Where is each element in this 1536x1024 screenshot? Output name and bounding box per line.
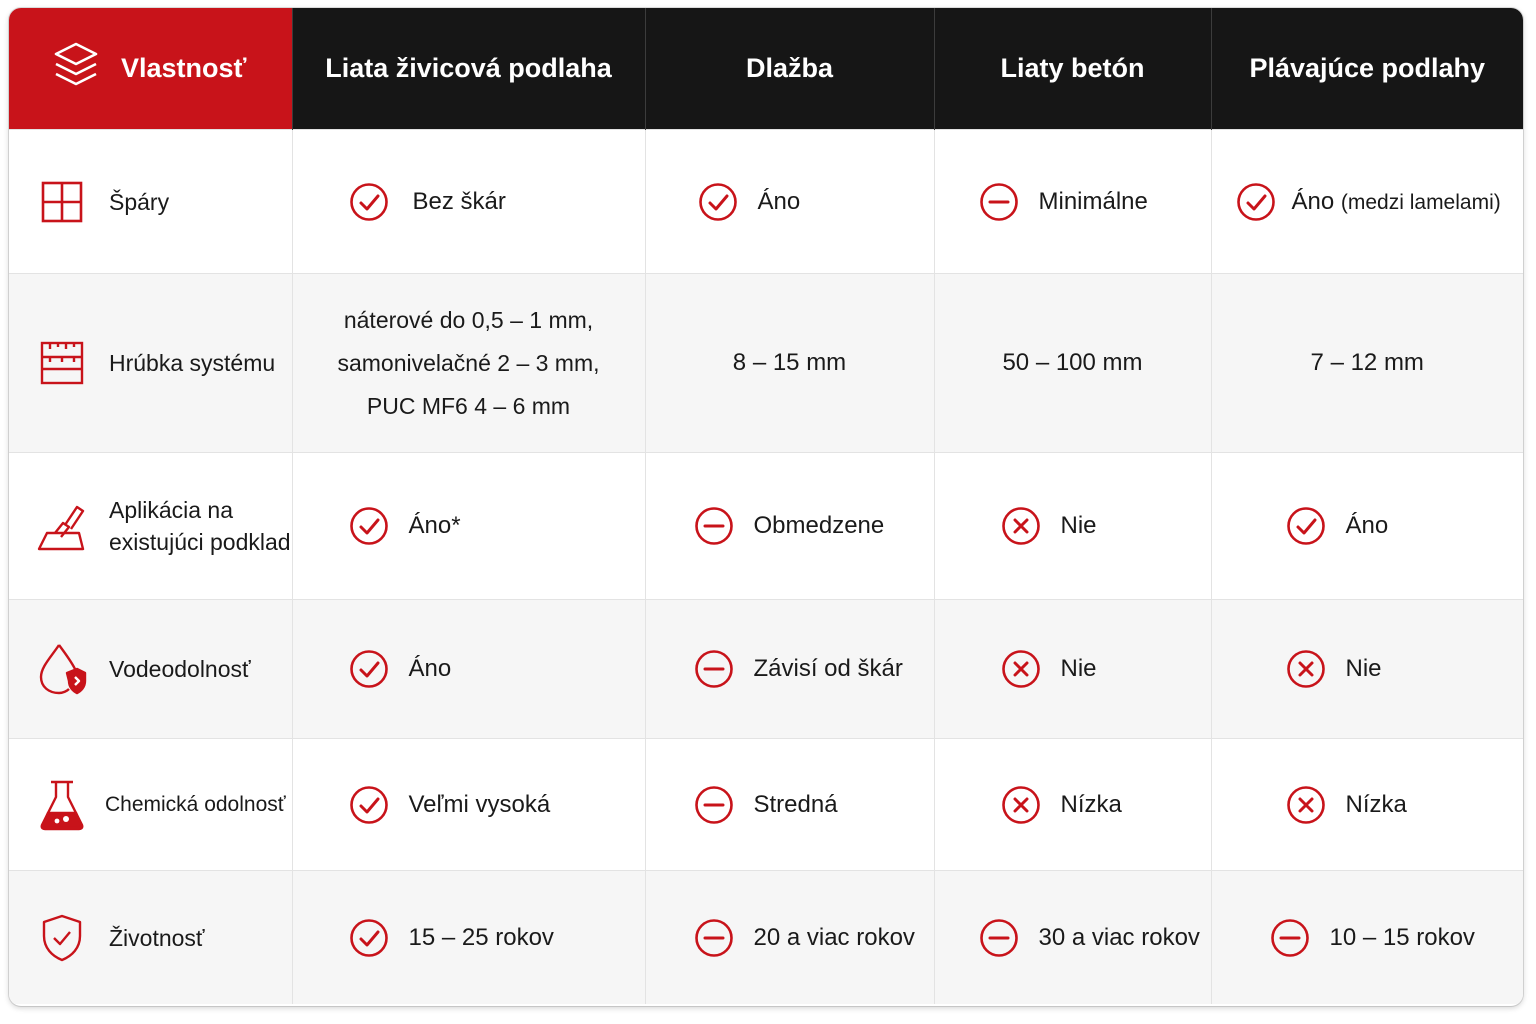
table-row: [9, 739, 1523, 871]
cell-value: Áno: [1291, 187, 1335, 215]
check-icon: [349, 785, 389, 825]
minus-icon: [694, 506, 734, 546]
check-icon: [1286, 506, 1326, 546]
cell-value: Nízka: [1060, 790, 1122, 818]
trowel-icon: [37, 501, 87, 551]
table-row: [9, 871, 1523, 1005]
table-row: [9, 274, 1523, 453]
cross-icon: [1001, 506, 1041, 546]
check-icon: [349, 506, 389, 546]
cell-value: 15 – 25 rokov: [408, 923, 554, 951]
minus-icon: [694, 649, 734, 689]
cross-icon: [1286, 785, 1326, 825]
cell-value: Veľmi vysoká: [408, 790, 551, 818]
water-drop-shield-icon: [37, 644, 87, 694]
layers-icon: [51, 40, 101, 97]
cell-value: 10 – 15 rokov: [1329, 923, 1475, 951]
cell-value: 7 – 12 mm: [1310, 349, 1424, 376]
check-icon: [349, 918, 389, 958]
row-label: Aplikácia na existujúci podklad: [109, 497, 291, 555]
cell-value: Nie: [1345, 655, 1382, 682]
cross-icon: [1286, 649, 1326, 689]
minus-icon: [979, 918, 1019, 958]
cell-value: Stredná: [753, 790, 838, 818]
row-label: Životnosť: [109, 924, 205, 951]
cell-value: Minimálne: [1038, 187, 1148, 215]
header-row: [9, 8, 1523, 130]
header-col-floating: Plávajúce podlahy: [1211, 8, 1523, 130]
cell-value: Nízka: [1345, 790, 1407, 818]
cell-value: Nie: [1060, 655, 1097, 682]
grid-icon: [37, 177, 87, 227]
cell-value: 20 a viac rokov: [753, 923, 915, 951]
comparison-table-card: [9, 8, 1523, 1006]
cell-value: 8 – 15 mm: [732, 349, 847, 376]
cell-value: Nie: [1060, 512, 1097, 539]
minus-icon: [979, 182, 1019, 222]
check-icon: [698, 182, 738, 222]
cell-value: 30 a viac rokov: [1038, 923, 1200, 951]
cell-value: Závisí od škár: [753, 655, 903, 682]
check-icon: [349, 182, 389, 222]
row-label: Hrúbka systému: [109, 350, 276, 376]
comparison-table: [9, 8, 1523, 1004]
table-row: [9, 130, 1523, 274]
row-label: Vodeodolnosť: [109, 656, 251, 682]
header-col-resin: Liata živicová podlaha: [292, 8, 645, 130]
header-property-label: Vlastnosť: [121, 53, 247, 83]
ruler-layers-icon: [37, 338, 87, 388]
cell-note: (medzi lamelami): [1340, 190, 1501, 214]
cross-icon: [1001, 785, 1041, 825]
table-row: [9, 453, 1523, 600]
row-label: Chemická odolnosť: [105, 792, 286, 816]
cell-value: Áno*: [408, 512, 461, 539]
flask-icon: [37, 780, 87, 830]
row-label: Špáry: [109, 188, 170, 215]
header-col-tiles: Dlažba: [645, 8, 934, 130]
header-col-concrete: Liaty betón: [934, 8, 1211, 130]
header-property: [9, 8, 292, 130]
minus-icon: [694, 785, 734, 825]
cell-value: Áno: [757, 187, 801, 215]
cell-value-multiline: náterové do 0,5 – 1 mm, samonivelačné 2 – 3 mm, PUC MF6 4 – 6 mm: [337, 306, 600, 419]
cell-value: 50 – 100 mm: [1002, 349, 1143, 376]
table-row: [9, 600, 1523, 739]
cell-value: Obmedzene: [753, 512, 885, 539]
check-icon: [1236, 182, 1276, 222]
cell-value: Áno: [408, 655, 452, 682]
minus-icon: [1270, 918, 1310, 958]
cell-value: Áno: [1345, 512, 1389, 539]
cell-value: Bez škár: [412, 187, 506, 215]
shield-check-icon: [37, 913, 87, 963]
check-icon: [349, 649, 389, 689]
cross-icon: [1001, 649, 1041, 689]
minus-icon: [694, 918, 734, 958]
